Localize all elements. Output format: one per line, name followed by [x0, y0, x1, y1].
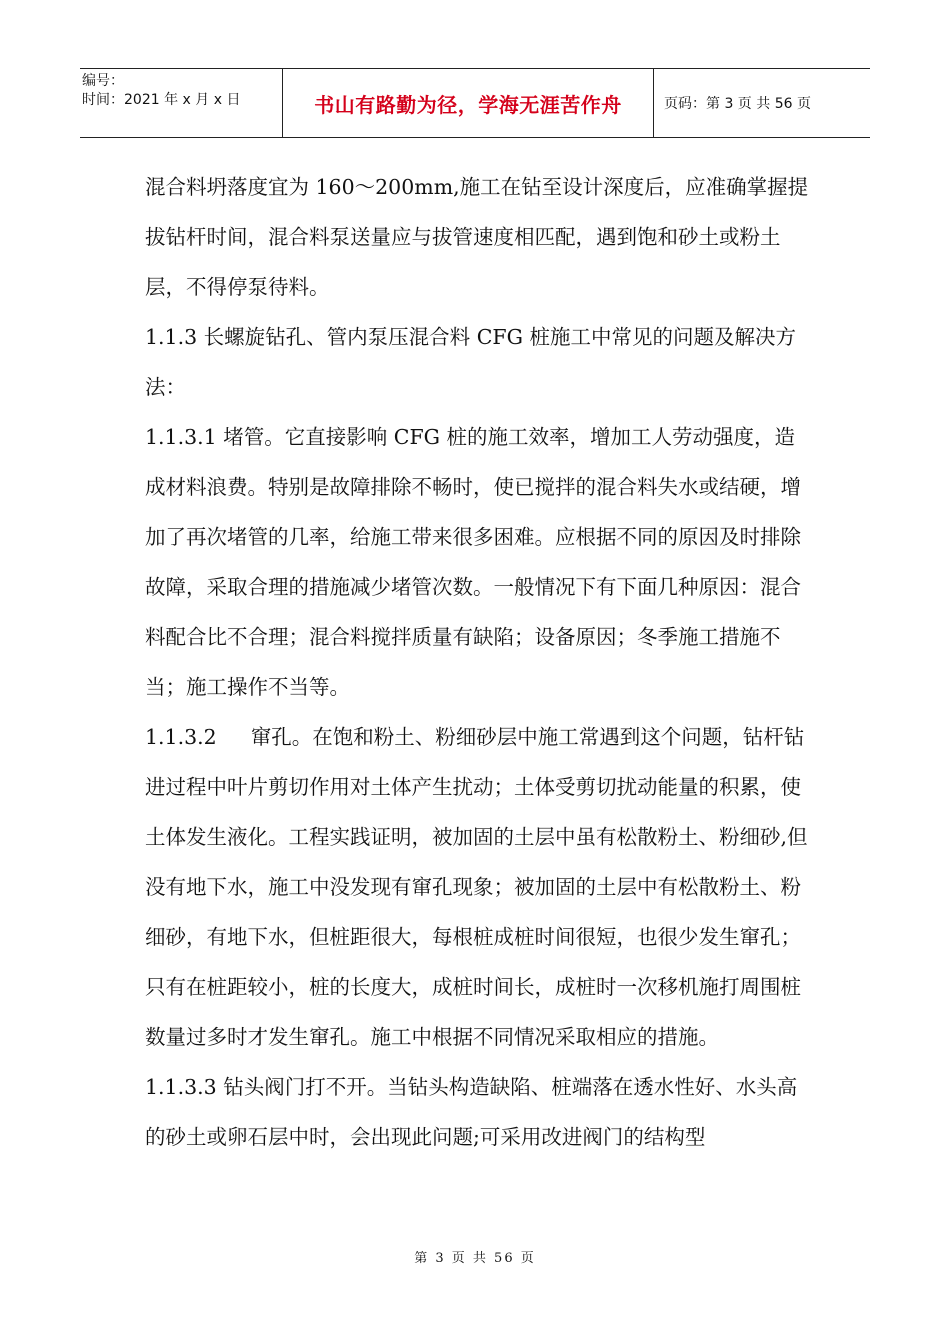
page-footer: 第 3 页 共 56 页	[414, 1251, 536, 1266]
page-number-label: 页码：第 3 页 共 56 页	[664, 96, 811, 112]
paragraph-text: 窜孔。在饱和粉土、粉细砂层中施工常遇到这个问题，钻杆钻进过程中叶片剪切作用对土体产生扰动；土体受剪切扰动能量的积累，使土体发生液化。工程实践证明，被加固的土层中虽有松散粉土、粉细砂,但没有地下水，施工中没发现有窜孔现象；被加固的土层中有松散粉土、粉细砂，有地下水，但桩距很大，每根桩成桩时间很短，也很少发生窜孔；只有在桩距较小，桩的长度大，成桩时间长，成桩时一次移机施打周围桩数量过多时才发生窜孔。施工中根据不同情况采取相应的措施。	[145, 725, 808, 1049]
paragraph-1-1-3-3: 1.1.3.3 钻头阀门打不开。当钻头构造缺陷、桩端落在透水性好、水头高的砂土或卵石层中时，会出现此问题;可采用改进阀门的结构型	[145, 1075, 798, 1149]
header-meta	[80, 69, 282, 137]
page-header	[80, 68, 870, 138]
motto-text: 书山有路勤为径，学海无涯苦作舟	[314, 92, 622, 117]
header-motto-cell	[282, 69, 654, 137]
document-body	[145, 162, 810, 1162]
paragraph-1-1-3-2	[145, 712, 810, 1062]
paragraph: 混合料坍落度宜为 160～200mm,施工在钻至设计深度后，应准确掌握提拔钻杆时间，混合料泵送量应与拔管速度相匹配，遇到饱和砂土或粉土层，不得停泵待料。	[145, 175, 809, 299]
section-heading-1-1-3: 1.1.3 长螺旋钻孔、管内泵压混合料 CFG 桩施工中常见的问题及解决方法：	[145, 325, 796, 399]
header-page-cell	[654, 69, 870, 137]
date-label: 时间：2021 年 x 月 x 日	[82, 92, 241, 108]
section-number: 1.1.3.2	[145, 725, 217, 749]
serial-label: 编号：	[82, 73, 124, 89]
paragraph-1-1-3-1: 1.1.3.1 堵管。它直接影响 CFG 桩的施工效率，增加工人劳动强度，造成材料浪费。特别是故障排除不畅时，使已搅拌的混合料失水或结硬，增加了再次堵管的几率，给施工带来很多困难。应根据不同的原因及时排除故障，采取合理的措施减少堵管次数。一般情况下有下面几种原因：混合料配合比不合理；混合料搅拌质量有缺陷；设备原因；冬季施工措施不当；施工操作不当等。	[145, 425, 801, 699]
